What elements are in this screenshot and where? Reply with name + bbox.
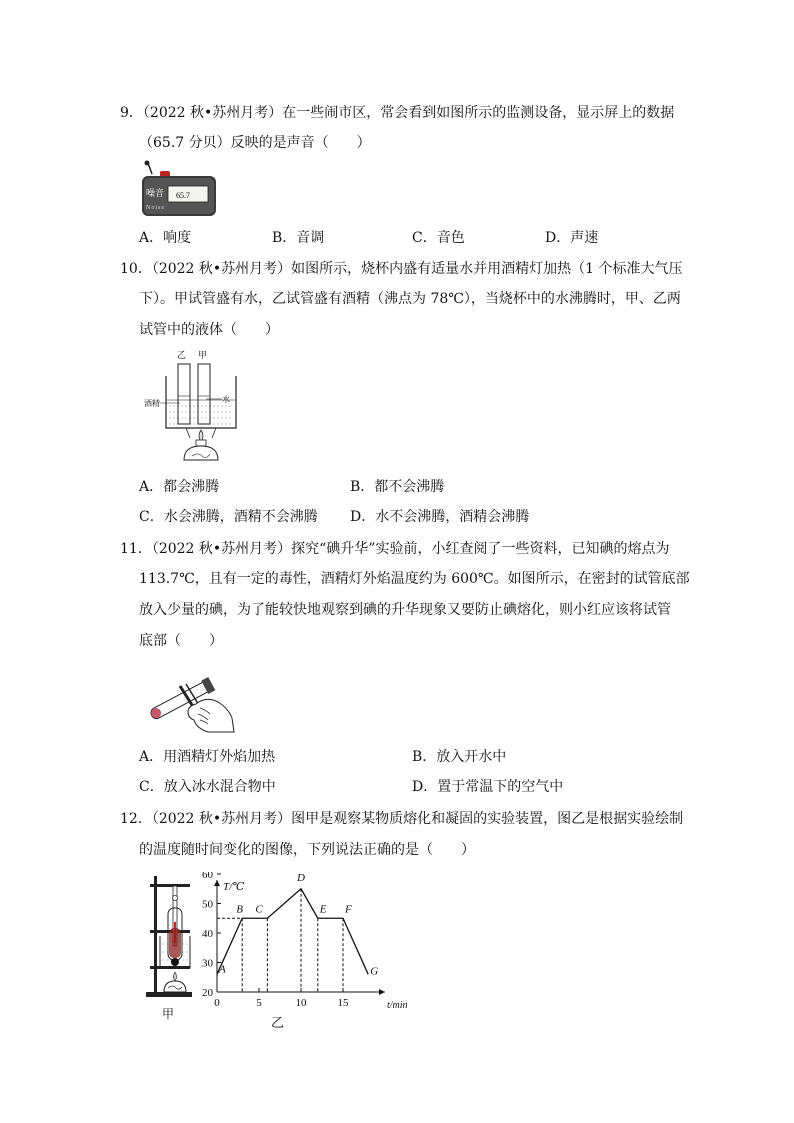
point-label-f: F [345, 903, 352, 916]
caption-yi: 乙 [271, 1015, 285, 1030]
label-water: 水 [222, 395, 230, 404]
melting-apparatus-figure [140, 872, 200, 1022]
q9-option-b[interactable]: B．音调 [272, 230, 325, 246]
y-tick-label: 60 [202, 872, 213, 881]
point-label-g: G [370, 965, 379, 978]
y-axis-label: T/℃ [223, 881, 245, 893]
x-tick-label: 10 [295, 997, 307, 1009]
temperature-time-graph [195, 872, 420, 1032]
device-label-cn: 噪音 [146, 188, 165, 198]
q10-option-b[interactable]: B．都不会沸腾 [350, 479, 445, 495]
x-tick-label: 5 [256, 997, 262, 1009]
q11-option-a[interactable]: A．用酒精灯外焰加热 [139, 749, 276, 765]
tube-label-jia: 甲 [198, 350, 208, 360]
q11-option-d[interactable]: D．置于常温下的空气中 [412, 779, 564, 795]
x-tick-label: 0 [214, 997, 220, 1009]
point-label-c: C [255, 903, 263, 916]
q12-stem-line1: 12．（2022 秋•苏州月考）图甲是观察某物质熔化和凝固的实验装置，图乙是根据实验绘制 [120, 811, 684, 827]
y-tick-label: 40 [202, 928, 213, 940]
point-label-e: E [319, 903, 327, 916]
y-tick-label: 30 [202, 957, 213, 970]
point-label-d: D [297, 872, 305, 884]
label-alcohol: 酒精 [144, 399, 160, 408]
temperature-curve [217, 889, 368, 975]
point-label-b: B [236, 903, 243, 916]
hand-holding-test-tube-figure [142, 664, 238, 734]
device-reading: 65.7 [176, 191, 190, 200]
x-axis-arrow [379, 989, 385, 995]
q9-option-a[interactable]: A．响度 [139, 230, 192, 246]
q10-stem-line1: 10．（2022 秋•苏州月考）如图所示，烧杯内盛有适量水并用酒精灯加热（1 个标准大气压 [120, 261, 683, 277]
q9-stem-line2: （65.7 分贝）反映的是声音（ ） [139, 135, 371, 151]
q10-stem-line3: 试管中的液体（ ） [139, 322, 279, 338]
x-tick-label: 15 [337, 997, 349, 1009]
q9-option-d[interactable]: D．声速 [545, 230, 599, 246]
device-label-en: Noise [146, 205, 165, 211]
q10-stem-line2: 下）。甲试管盛有水，乙试管盛有酒精（沸点为 78℃），当烧杯中的水沸腾时，甲、乙两 [139, 291, 681, 307]
q10-option-c[interactable]: C．水会沸腾，酒精不会沸腾 [139, 509, 318, 525]
y-axis-arrow [214, 880, 220, 886]
q9-stem-line1: 9．（2022 秋•苏州月考）在一些闹市区，常会看到如图所示的监测设备，显示屏上的数据 [120, 105, 675, 121]
q10-option-d[interactable]: D．水不会沸腾，酒精会沸腾 [350, 509, 530, 525]
q12-stem-line2: 的温度随时间变化的图像，下列说法正确的是（ ） [139, 842, 475, 858]
q11-option-c[interactable]: C．放入冰水混合物中 [139, 779, 276, 795]
q11-option-b[interactable]: B．放入开水中 [412, 749, 507, 765]
q10-option-a[interactable]: A．都会沸腾 [139, 479, 220, 495]
y-tick-label: 20 [202, 987, 213, 999]
q11-stem-line1: 11．（2022 秋•苏州月考）探究“碘升华”实验前，小红查阅了一些资料，已知碘的熔点为 [120, 541, 670, 557]
q9-option-c[interactable]: C．音色 [412, 230, 465, 246]
q11-stem-line2: 113.7℃，且有一定的毒性，酒精灯外焰温度约为 600℃。如图所示，在密封的试管底部 [139, 571, 690, 587]
q11-stem-line3: 放入少量的碘，为了能较快地观察到碘的升华现象又要防止碘熔化，则小红应该将试管 [139, 602, 671, 618]
noise-monitor-figure [138, 160, 218, 220]
tube-label-yi: 乙 [177, 350, 187, 360]
x-axis-label: t/min [387, 1000, 408, 1011]
q11-stem-line4: 底部（ ） [139, 633, 223, 649]
point-label-a: A [219, 963, 226, 976]
y-tick-label: 50 [202, 898, 213, 911]
caption-jia: 甲 [162, 1007, 175, 1021]
beaker-test-tubes-figure [140, 346, 250, 471]
